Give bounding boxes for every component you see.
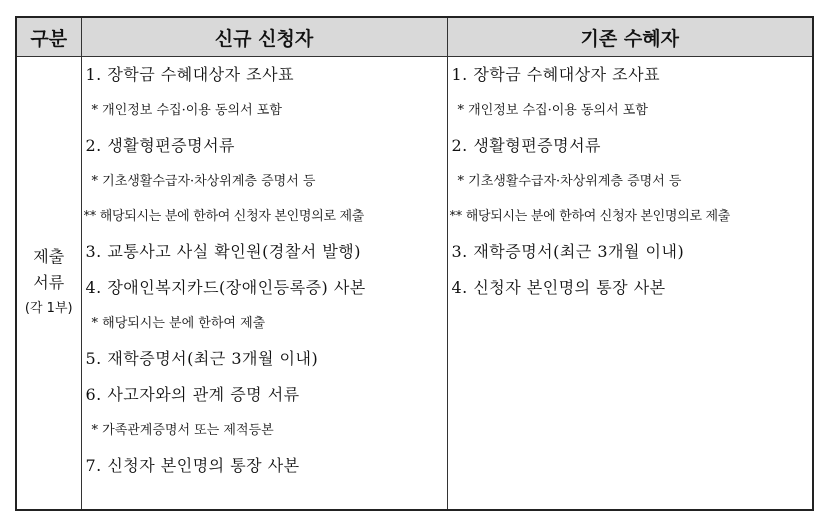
doc-note: * 가족관계증명서 또는 제적등본 xyxy=(91,423,274,438)
existing-recipient-docs xyxy=(447,57,813,511)
row-label-line2: 서류 xyxy=(33,273,65,292)
doc-item: 4. 장애인복지카드(장애인등록증) 사본 xyxy=(85,278,366,297)
doc-item: 5. 재학증명서(최근 3개월 이내) xyxy=(85,349,319,368)
doc-item: 4. 신청자 본인명의 통장 사본 xyxy=(451,278,666,297)
doc-note: * 개인정보 수집·이용 동의서 포함 xyxy=(91,103,282,118)
doc-item: 3. 교통사고 사실 확인원(경찰서 발행) xyxy=(85,242,361,261)
doc-note: * 기초생활수급자·차상위계층 증명서 등 xyxy=(91,174,316,189)
doc-note: * 해당되시는 분에 한하여 제출 xyxy=(91,316,266,331)
doc-item: 2. 생활형편증명서류 xyxy=(451,136,601,155)
doc-item: 3. 재학증명서(최근 3개월 이내) xyxy=(451,242,685,261)
header-category: 구분 xyxy=(16,17,81,57)
row-label-line1: 제출 xyxy=(33,247,65,266)
doc-item: 1. 장학금 수혜대상자 조사표 xyxy=(85,65,295,84)
doc-item: 7. 신청자 본인명의 통장 사본 xyxy=(85,456,300,475)
doc-note: ** 해당되시는 분에 한하여 신청자 본인명의로 제출 xyxy=(83,209,365,224)
header-existing-recipient: 기존 수혜자 xyxy=(447,17,813,57)
row-label-line3: (각 1부) xyxy=(24,301,73,316)
doc-item: 6. 사고자와의 관계 증명 서류 xyxy=(85,385,300,404)
doc-item: 1. 장학금 수혜대상자 조사표 xyxy=(451,65,661,84)
header-row xyxy=(16,17,813,57)
doc-note: ** 해당되시는 분에 한하여 신청자 본인명의로 제출 xyxy=(449,209,731,224)
doc-item: 2. 생활형편증명서류 xyxy=(85,136,235,155)
documents-table xyxy=(15,16,814,511)
header-new-applicant: 신규 신청자 xyxy=(81,17,447,57)
documents-row xyxy=(16,57,813,511)
row-label xyxy=(16,57,81,511)
doc-note: * 기초생활수급자·차상위계층 증명서 등 xyxy=(457,174,682,189)
new-applicant-docs xyxy=(81,57,447,511)
doc-note: * 개인정보 수집·이용 동의서 포함 xyxy=(457,103,648,118)
